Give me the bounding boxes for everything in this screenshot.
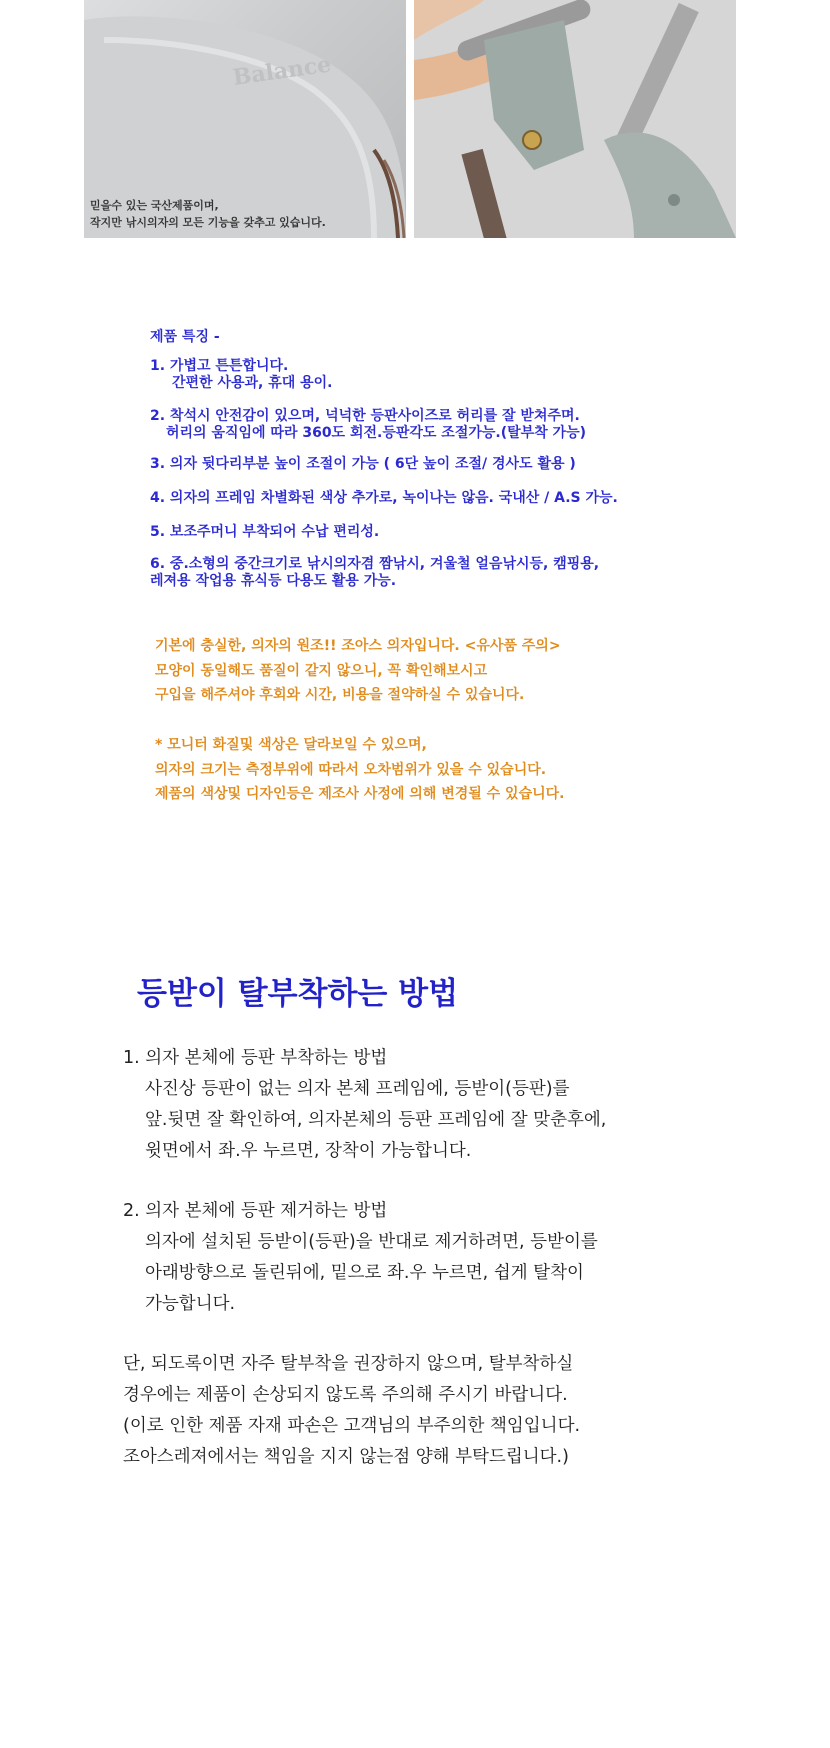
caution-line-1: 단, 되도록이면 자주 탈부착을 권장하지 않으며, 탈부착하실 [123,1354,574,1374]
feature-4-line-1: 4. 의자의 프레임 차별화된 색상 추가로, 녹이나는 않음. 국내산 / A.S 가능. [150,490,618,506]
caution-line-2: 경우에는 제품이 손상되지 않도록 주의해 주시기 바랍니다. [123,1385,568,1405]
product-photo-hinge [414,0,736,238]
step-2-line-2: 아래방향으로 돌린뒤에, 밑으로 좌.우 누르면, 쉽게 탈착이 [145,1263,584,1283]
notice-paragraph-2 [155,733,564,807]
spacer [123,1320,606,1349]
step-1-line-3: 윗면에서 좌.우 누르면, 장착이 가능합니다. [145,1141,472,1161]
feature-3-line-1: 3. 의자 뒷다리부분 높이 조절이 가능 ( 6단 높이 조절/ 경사도 활용 ) [150,456,576,472]
feature-2-line-2: 허리의 움직임에 따라 360도 회전.등판각도 조절가능.(탈부착 가능) [166,425,586,441]
howto-body [123,1043,606,1473]
product-photo-seat [84,0,406,238]
step-2-line-3: 가능합니다. [145,1294,236,1314]
feature-item-6 [150,556,599,590]
notice-1-line-2: 모양이 동일해도 품질이 같지 않으니, 꼭 확인해보시고 [155,662,488,679]
step-1-line-2: 앞.뒷면 잘 확인하여, 의자본체의 등판 프레임에 잘 맞춘후에, [145,1110,607,1130]
feature-5-line-1: 5. 보조주머니 부착되어 수납 편리성. [150,524,380,540]
feature-1-line-1: 1. 가볍고 튼튼합니다. [150,358,289,374]
notice-1-line-3: 구입을 해주셔야 후회와 시간, 비용을 절약하실 수 있습니다. [155,687,525,703]
photo-caption-line-1: 믿을수 있는 국산제품이며, [90,199,219,212]
spacer [123,1167,606,1196]
photo-caption-line-2: 작지만 낚시의자의 모든 기능을 갖추고 있습니다. [90,216,326,229]
notice-paragraph-1 [155,634,561,708]
features-title: 제품 특징 - [150,329,220,345]
embossed-logo-text: Balance [231,51,333,91]
step-2-heading: 2. 의자 본체에 등판 제거하는 방법 [123,1201,388,1221]
feature-6-line-2: 레져용 작업용 휴식등 다용도 활용 가능. [150,573,397,589]
feature-6-line-1: 6. 중.소형의 중간크기로 낚시의자겸 짬낚시, 겨울철 얼음낚시등, 캠핑용, [150,556,600,572]
feature-item-1 [150,358,333,392]
chair-hinge-photo-icon [414,0,736,238]
feature-item-2 [150,408,586,442]
feature-item-3 [150,456,576,473]
notice-2-line-1: * 모니터 화질및 색상은 달라보일 수 있으며, [155,737,427,753]
section-title-backrest-howto: 등받이 탈부착하는 방법 [137,976,459,1012]
feature-2-line-1: 2. 착석시 안전감이 있으며, 넉넉한 등판사이즈로 허리를 잘 받쳐주며. [150,408,580,424]
notice-1-line-1: 기본에 충실한, 의자의 원조!! 조아스 의자입니다. <유사품 주의> [155,638,561,654]
step-1-heading: 1. 의자 본체에 등판 부착하는 방법 [123,1048,388,1068]
caution-line-4: 조아스레져에서는 책임을 지지 않는점 양해 부탁드립니다.) [123,1447,569,1467]
feature-1-line-2: 간편한 사용과, 휴대 용이. [172,375,333,391]
notice-2-line-3: 제품의 색상및 디자인등은 제조사 사정에 의해 변경될 수 있습니다. [155,786,565,802]
feature-item-5 [150,524,379,541]
caution-line-3: (이로 인한 제품 자재 파손은 고객님의 부주의한 책임입니다. [123,1416,581,1436]
notice-2-line-2: 의자의 크기는 측정부위에 따라서 오차범위가 있을 수 있습니다. [155,761,547,778]
step-2-line-1: 의자에 설치된 등받이(등판)을 반대로 제거하려면, 등받이를 [145,1232,598,1252]
feature-item-4 [150,490,618,507]
step-1-line-1: 사진상 등판이 없는 의자 본체 프레임에, 등받이(등판)를 [145,1079,570,1099]
